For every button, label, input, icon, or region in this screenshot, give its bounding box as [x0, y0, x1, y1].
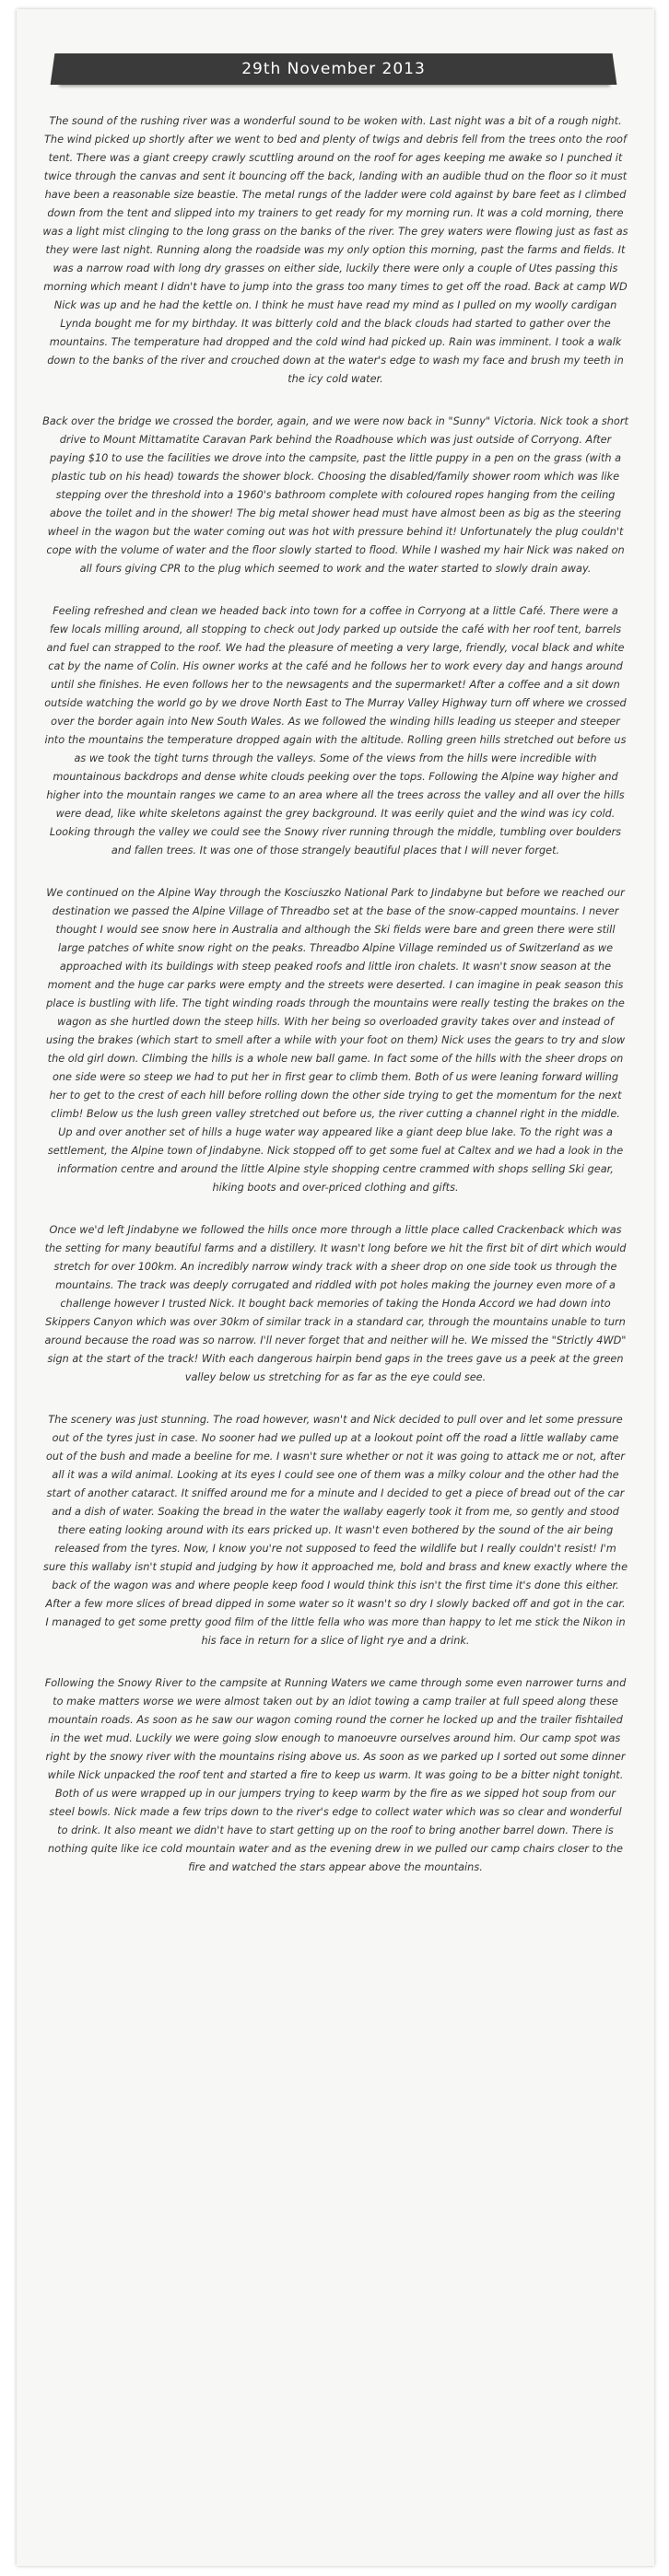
- paragraph-2: Back over the bridge we crossed the border, again, and we were now back in "Sunny" Victoria. Nick took a short drive to Mount Mittamatite Caravan Park behind the Roadhouse which was just outside of Corryong. After paying $10 to use the facilities we drove into the campsite, past the little puppy in a pen on the grass (with a plastic tub on his head) towards the shower block. Choosing the disabled/family shower room which was like stepping over the threshold into a 1960's bathroom complete with coloured ropes hanging from the ceiling above the toilet and in the shower! The big metal shower head must have almost been as big as the steering wheel in the wagon but the water coming out was hot with pressure behind it! Unfortunately the plug couldn't cope with the volume of water and the floor slowly started to flood. While I washed my hair Nick was naked on all fours giving CPR to the plug which seemed to work and the water started to slowly drain away.: [42, 415, 628, 575]
- paragraph-5: Once we'd left Jindabyne we followed the hills once more through a little place called Crackenback which was the setting for many beautiful farms and a distillery. It wasn't long before we hit the first bit of dirt which would stretch for over 100km. An incredibly narrow windy track with a sheer drop on one side took us through the mountains. The track was deeply corrugated and riddled with pot holes making the journey even more of a challenge however I trusted Nick. It bought back memories of taking the Honda Accord we had down into Skippers Canyon which was over 30km of similar track in a standard car, through the mountains unable to turn around because the road was so narrow. I'll never forget that and neither will he. We missed the "Strictly 4WD" sign at the start of the track! With each dangerous hairpin bend gaps in the trees gave us a peek at the green valley below us stretching for as far as the eye could see.: [44, 1224, 627, 1383]
- journal-body: [42, 112, 628, 1901]
- paragraph-4: We continued on the Alpine Way through the Kosciuszko National Park to Jindabyne but before we reached our destination we passed the Alpine Village of Threadbo set at the base of the snow-capped mountains. I never thought I would see snow here in Australia and although the Ski fields were bare and green there were still large patches of white snow right on the peaks. Threadbo Alpine Village reminded us of Switzerland as we approached with its buildings with steep peaked roofs and little iron chalets. It wasn't snow season at the moment and the huge car parks were empty and the streets were deserted. I can imagine in peak season this place is bustling with life. The tight winding roads through the mountains were really testing the brakes on the wagon as she hurtled down the steep hills. With her being so overloaded gravity takes over and instead of using the brakes (which start to smell after a while with your foot on them) Nick uses the gears to try and slow the old girl down. Climbing the hills is a whole new ball game. In fact some of the hills with the sheer drops on one side were so steep we had to put her in first gear to climb them. Both of us were leaning forward willing her to get to the crest of each hill before rolling down the other side trying to get the momentum for the next climb! Below us the lush green valley stretched out before us, the river cutting a channel right in the middle. Up and over another set of hills a huge water way appeared like a giant deep blue lake. To the right was a settlement, the Alpine town of Jindabyne. Nick stopped off to get some fuel at Caltex and we had a look in the information centre and around the little Alpine style shopping centre crammed with shops selling Ski gear, hiking boots and over-priced clothing and gifts.: [45, 887, 626, 1194]
- page-title: 29th November 2013: [241, 60, 426, 78]
- paragraph-6: The scenery was just stunning. The road however, wasn't and Nick decided to pull over and let some pressure out of the tyres just in case. No sooner had we pulled up at a lookout point off the road a little wallaby came out of the bush and made a beeline for me. I wasn't sure whether or not it was going to attack me or not, after all it was a wild animal. Looking at its eyes I could see one of them was a milky colour and the other had the start of another cataract. It sniffed around me for a minute and I decided to get a piece of bread out of the car and a dish of water. Soaking the bread in the water the wallaby eagerly took it from me, so gently and stood there eating looking around with its ears pricked up. It wasn't even bothered by the sound of the air being released from the tyres. Now, I know you're not supposed to feed the wildlife but I really couldn't resist! I'm sure this wallaby isn't stupid and judging by how it approached me, bold and brass and knew exactly where the back of the wagon was and where people keep food I would think this isn't the first time it's done this either. After a few more slices of bread dipped in some water so it wasn't so dry I slowly backed off and got in the car. I managed to get some pretty good film of the little fella who was more than happy to let me stick the Nikon in his face in return for a slice of light rye and a drink.: [42, 1414, 628, 1647]
- journal-page: [17, 9, 654, 2566]
- paragraph-3: Feeling refreshed and clean we headed back into town for a coffee in Corryong at a little Café. There were a few locals milling around, all stopping to check out Jody parked up outside the café with her roof tent, barrels and fuel can strapped to the roof. We had the pleasure of meeting a very large, friendly, vocal black and white cat by the name of Colin. His owner works at the café and he follows her to work every day and hangs around until she finishes. He even follows her to the newsagents and the supermarket! After a coffee and a sit down outside watching the world go by we drove North East to The Murray Valley Highway turn off where we crossed over the border again into New South Wales. As we followed the winding hills leading us steeper and steeper into the mountains the temperature dropped again with the altitude. Rolling green hills stretched out before us as we took the tight turns through the valleys. Some of the views from the hills were incredible with mountainous backdrops and dense white clouds peeking over the tops. Following the Alpine way higher and higher into the mountain ranges we came to an area where all the trees across the valley and all over the hills were dead, like white skeletons against the grey background. It was eerily quiet and the wind was icy cold. Looking through the valley we could see the Snowy river running through the middle, tumbling over boulders and fallen trees. It was one of those strangely beautiful places that I will never forget.: [44, 605, 627, 857]
- title-banner: [58, 53, 609, 85]
- paragraph-7: Following the Snowy River to the campsite at Running Waters we came through some even narrower turns and to make matters worse we were almost taken out by an idiot towing a camp trailer at full speed along these mountain roads. As soon as he saw our wagon coming round the corner he locked up and the trailer fishtailed in the wet mud. Luckily we were going slow enough to manoeuvre ourselves around him. Our camp spot was right by the snowy river with the mountains rising above us. As soon as we parked up I sorted out some dinner while Nick unpacked the roof tent and started a fire to keep us warm. It was going to be a bitter night tonight. Both of us were wrapped up in our jumpers trying to keep warm by the fire as we sipped hot soup from our steel bowls. Nick made a few trips down to the river's edge to collect water which was so clear and wonderful to drink. It also meant we didn't have to start getting up on the roof to bring another barrel down. There is nothing quite like ice cold mountain water and as the evening drew in we pulled our camp chairs closer to the fire and watched the stars appear above the mountains.: [44, 1677, 627, 1873]
- paragraph-1: The sound of the rushing river was a wonderful sound to be woken with. Last night was a bit of a rough night. The wind picked up shortly after we went to bed and plenty of twigs and debris fell from the trees onto the roof tent. There was a giant creepy crawly scuttling around on the roof for ages keeping me awake so I punched it twice through the canvas and sent it bouncing off the back, landing with an audible thud on the floor so it must have been a reasonable size beastie. The metal rungs of the ladder were cold against by bare feet as I climbed down from the tent and slipped into my trainers to get ready for my morning run. It was a cold morning, there was a light mist clinging to the long grass on the banks of the river. The grey waters were flowing just as fast as they were last night. Running along the roadside was my only option this morning, past the farms and fields. It was a narrow road with long dry grasses on either side, luckily there were only a couple of Utes passing this morning which meant I didn't have to jump into the grass too many times to get off the road. Back at camp WD Nick was up and he had the kettle on. I think he must have read my mind as I pulled on my woolly cardigan Lynda bought me for my birthday. It was bitterly cold and the black clouds had started to gather over the mountains. The temperature had dropped and the cold wind had picked up. Rain was imminent. I took a walk down to the banks of the river and crouched down at the water's edge to wash my face and brush my teeth in the icy cold water.: [42, 115, 628, 385]
